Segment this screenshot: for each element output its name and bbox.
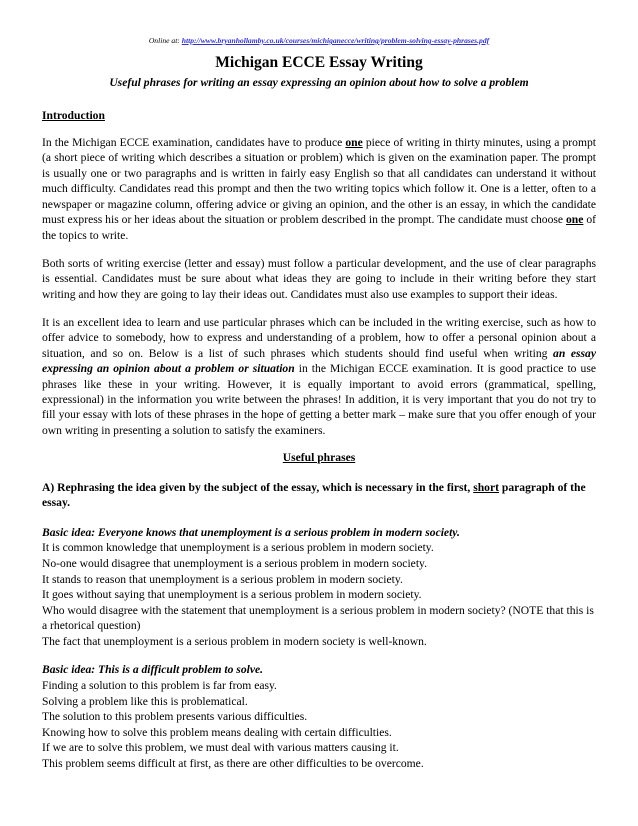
introduction-heading: Introduction — [42, 108, 105, 122]
list-item: Who would disagree with the statement that unemployment is a serious problem in modern society? (NOTE that this is a rhetorical question) — [42, 603, 594, 633]
intro-p1-emphasis-one-second: one — [566, 213, 584, 227]
intro-p1-emphasis-one-first: one — [345, 135, 363, 149]
list-item: Finding a solution to this problem is far from easy. — [42, 678, 277, 692]
intro-p3-part-a: It is an excellent idea to learn and use particular phrases which can be included in the writing exercise, such as how to offer advice to somebody, how to express and understanding of a problem, how to offer a personal opinion about a situation, and so on. Below is a list of such phrases which students should find useful when writing — [42, 315, 596, 360]
list-item: The solution to this problem presents various difficulties. — [42, 710, 308, 724]
intro-paragraph-1 — [42, 135, 596, 243]
list-item: Solving a problem like this is problematical. — [42, 694, 248, 708]
phrase-group — [42, 662, 596, 771]
list-item: It stands to reason that unemployment is a serious problem in modern society. — [42, 572, 403, 586]
list-item: This problem seems difficult at first, as there are other difficulties to be overcome. — [42, 756, 424, 770]
section-a-heading — [42, 480, 596, 511]
useful-phrases-heading-text: Useful phrases — [282, 450, 356, 464]
list-item: No-one would disagree that unemployment is a serious problem in modern society. — [42, 556, 427, 570]
intro-p1-part-b: piece of writing in thirty minutes, using a prompt (a short piece of writing which describes a situation or problem) which is given on the examination paper. The prompt is usually one or two paragraphs and is written in fairly easy English so that all candidates can understand it without much difficulty. Candidates read this prompt and then the two writing topics which follow it. One is a letter, often to a newspaper or magazine column, offering advice or giving an opinion, and the other is an essay, in which the candidate must express his or her ideas about the situation or problem described in the prompt. The candidate must choose — [42, 135, 596, 227]
intro-p3-emphasis-essay-phrase: an essay expressing an opinion about a problem or situation — [42, 346, 596, 376]
source-url-link[interactable]: http://www.bryanhollamby.co.uk/courses/michiganecce/writing/problem-solving-essay-phrases.pdf — [181, 36, 490, 45]
section-a-label-b: paragraph of the essay. — [42, 480, 586, 510]
list-item: It goes without saying that unemployment is a serious problem in modern society. — [42, 588, 422, 602]
section-a-emphasis-short: short — [473, 480, 499, 494]
section-a-label-a: A) Rephrasing the idea given by the subject of the essay, which is necessary in the first, — [42, 480, 474, 494]
source-url-line — [42, 36, 596, 45]
intro-p3-part-b: in the Michigan ECCE examination. It is good practice to use phrases like these in your writing. However, it is equally important to avoid errors (grammatical, spelling, expressional) in the information you write between the phrases! In addition, it is very important that you do not try to fill your essay with lots of these phrases in the hope of getting a better mark – make sure that you offer enough of your own writing in presenting a solution to satisfy the examiners. — [42, 362, 596, 437]
basic-idea-label: Basic idea: This is a difficult problem to solve. — [42, 663, 264, 677]
list-item: Knowing how to solve this problem means dealing with certain difficulties. — [42, 725, 392, 739]
online-at-label: Online at: — [148, 36, 180, 45]
phrase-list — [42, 678, 596, 771]
useful-phrases-heading — [42, 451, 596, 464]
introduction-section — [42, 106, 596, 135]
list-item: If we are to solve this problem, we must deal with various matters causing it. — [42, 741, 399, 755]
page-subtitle: Useful phrases for writing an essay expressing an opinion about how to solve a problem — [109, 76, 529, 90]
intro-p1-part-a: In the Michigan ECCE examination, candidates have to produce — [42, 135, 346, 149]
list-item: It is common knowledge that unemployment is a serious problem in modern society. — [42, 541, 434, 555]
phrase-group — [42, 525, 596, 650]
intro-p1-part-c: of the topics to write. — [42, 213, 596, 242]
phrase-list — [42, 540, 596, 649]
basic-idea-label: Basic idea: Everyone knows that unemployment is a serious problem in modern society. — [42, 525, 460, 539]
page-title: Michigan ECCE Essay Writing — [215, 54, 423, 72]
intro-paragraph-2: Both sorts of writing exercise (letter and essay) must follow a particular development, and the use of clear paragraphs is essential. Candidates must be sure about what ideas they are going to include in their writing before they start writing and how they are going to lay their ideas out. Candidates must also use examples to support their ideas. — [42, 256, 596, 301]
list-item: The fact that unemployment is a serious problem in modern society is well-known. — [42, 634, 427, 648]
intro-paragraph-3 — [42, 315, 596, 439]
